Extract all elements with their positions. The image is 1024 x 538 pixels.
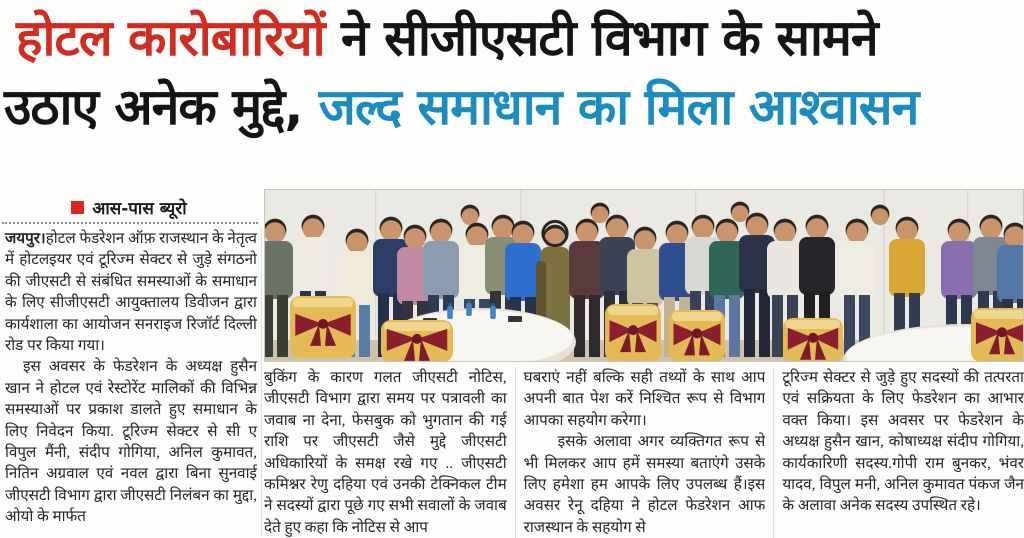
headline-line-1 [0,6,1024,71]
article-column-2 [264,367,507,538]
article-paragraph: टूरिज्म सेक्टर से जुड़े हुए सदस्यों की तत्परता एवं सक्रियता के लिए फेडरेशन का आभार वक्त किया। इस अवसर पर फेडरेशन के अध्यक्ष हुसैन खान, कोषाध्यक्ष संदीप गोगिया, कार्यकारिणी सदस्य.गोपी राम बुनकर, भंवर यादव, विपुल मनी, अनिल कुमावत पंकज जैन के अलावा अनेक सदस्य उपस्थित रहे। [782,369,1024,515]
headline-part-black-2: उठाए अनेक मुद्दे, [4,78,319,136]
article-paragraph: बुकिंग के कारण गलत जीएसटी नोटिस, जीएसटी विभाग द्वारा समय पर पत्रावली का जवाब ना देना, फेसबुक को भुगतान की गई राशि पर जीएसटी जैसे मुद्दे जीएसटी अधिकारियों के समक्ष रखे गए .. जीएसटी कमिश्नर रेणु दहिया एवं उनकी टेक्निकल टीम ने सदस्यों द्वारा पूछे गए सभी सवालों के जवाब देते हुए कहा कि नोटिस से आप [264,369,507,536]
byline [0,196,258,219]
article-paragraph [5,228,257,356]
dateline: जयपुर। [5,230,46,247]
byline-bureau: आस-पास ब्यूरो [92,199,187,219]
article-paragraph: घबराएं नहीं बल्कि सही तथ्यों के साथ आप अपनी बात पेश करें निश्चित रूप से विभाग आपका सहयोग करेगा। [523,369,766,429]
article-paragraph: इस अवसर के फेडरेशन के अध्यक्ष हुसैन खान ने होटल एवं रेस्टोरेंट मालिकों की विभिन्न समस्याओं पर प्रकाश डालते हुए समाधान के लिए निवेदन किया. टूरिज्म सेक्टर से सी ए विपुल मैंनी, संदीप गोगिया, अनिल कुमावत, नितिन अग्रवाल एवं नवल द्वारा बिना सुनवाई जीएसटी विभाग द्वारा जीएसटी निलंबन का मुद्दा, ओयो के मार्फत [5,358,257,526]
article-column-3 [515,367,766,538]
byline-square-marker-icon [71,201,84,214]
article-bottom-columns [264,367,1024,538]
headline [0,6,1024,140]
event-photo-svg [265,190,1023,361]
article-paragraph: इसके अलावा अगर व्यक्तिगत रूप से भी मिलकर आप हमें समस्या बताएंगे उसके लिए हमेशा हम आपके लिए उपलब्ध हैं।इस अवसर रेनू दहिया ने होटल फेडरेशन आफ राजस्थान के सहयोग से [523,433,766,536]
byline-dotted-rule [2,222,258,224]
event-photo [264,189,1024,362]
headline-part-blue: जल्द समाधान का मिला आश्वासन [318,78,919,136]
paragraph-text: होटल फेडरेशन ऑफ़ राजस्थान के नेतृत्व में होटलइयर एवं टूरिज्म सेक्टर से जुड़े संगठनो की जीएसटी से संबंधित समस्याओं के समाधान के लिए सीजीएसटी आयुक्तालय डिवीजन द्वारा कार्यशाला का आयोजन सनराइज रिजॉर्ट दिल्ली रोड पर किया गया। [5,230,257,355]
headline-part-black-1: ने सीजीएसटी विभाग के सामने [324,9,878,67]
article-column-1 [5,228,262,536]
article-column-4 [773,367,1024,538]
headline-line-2 [0,75,1024,140]
headline-part-red: होटल कारोबारियों [16,9,325,67]
